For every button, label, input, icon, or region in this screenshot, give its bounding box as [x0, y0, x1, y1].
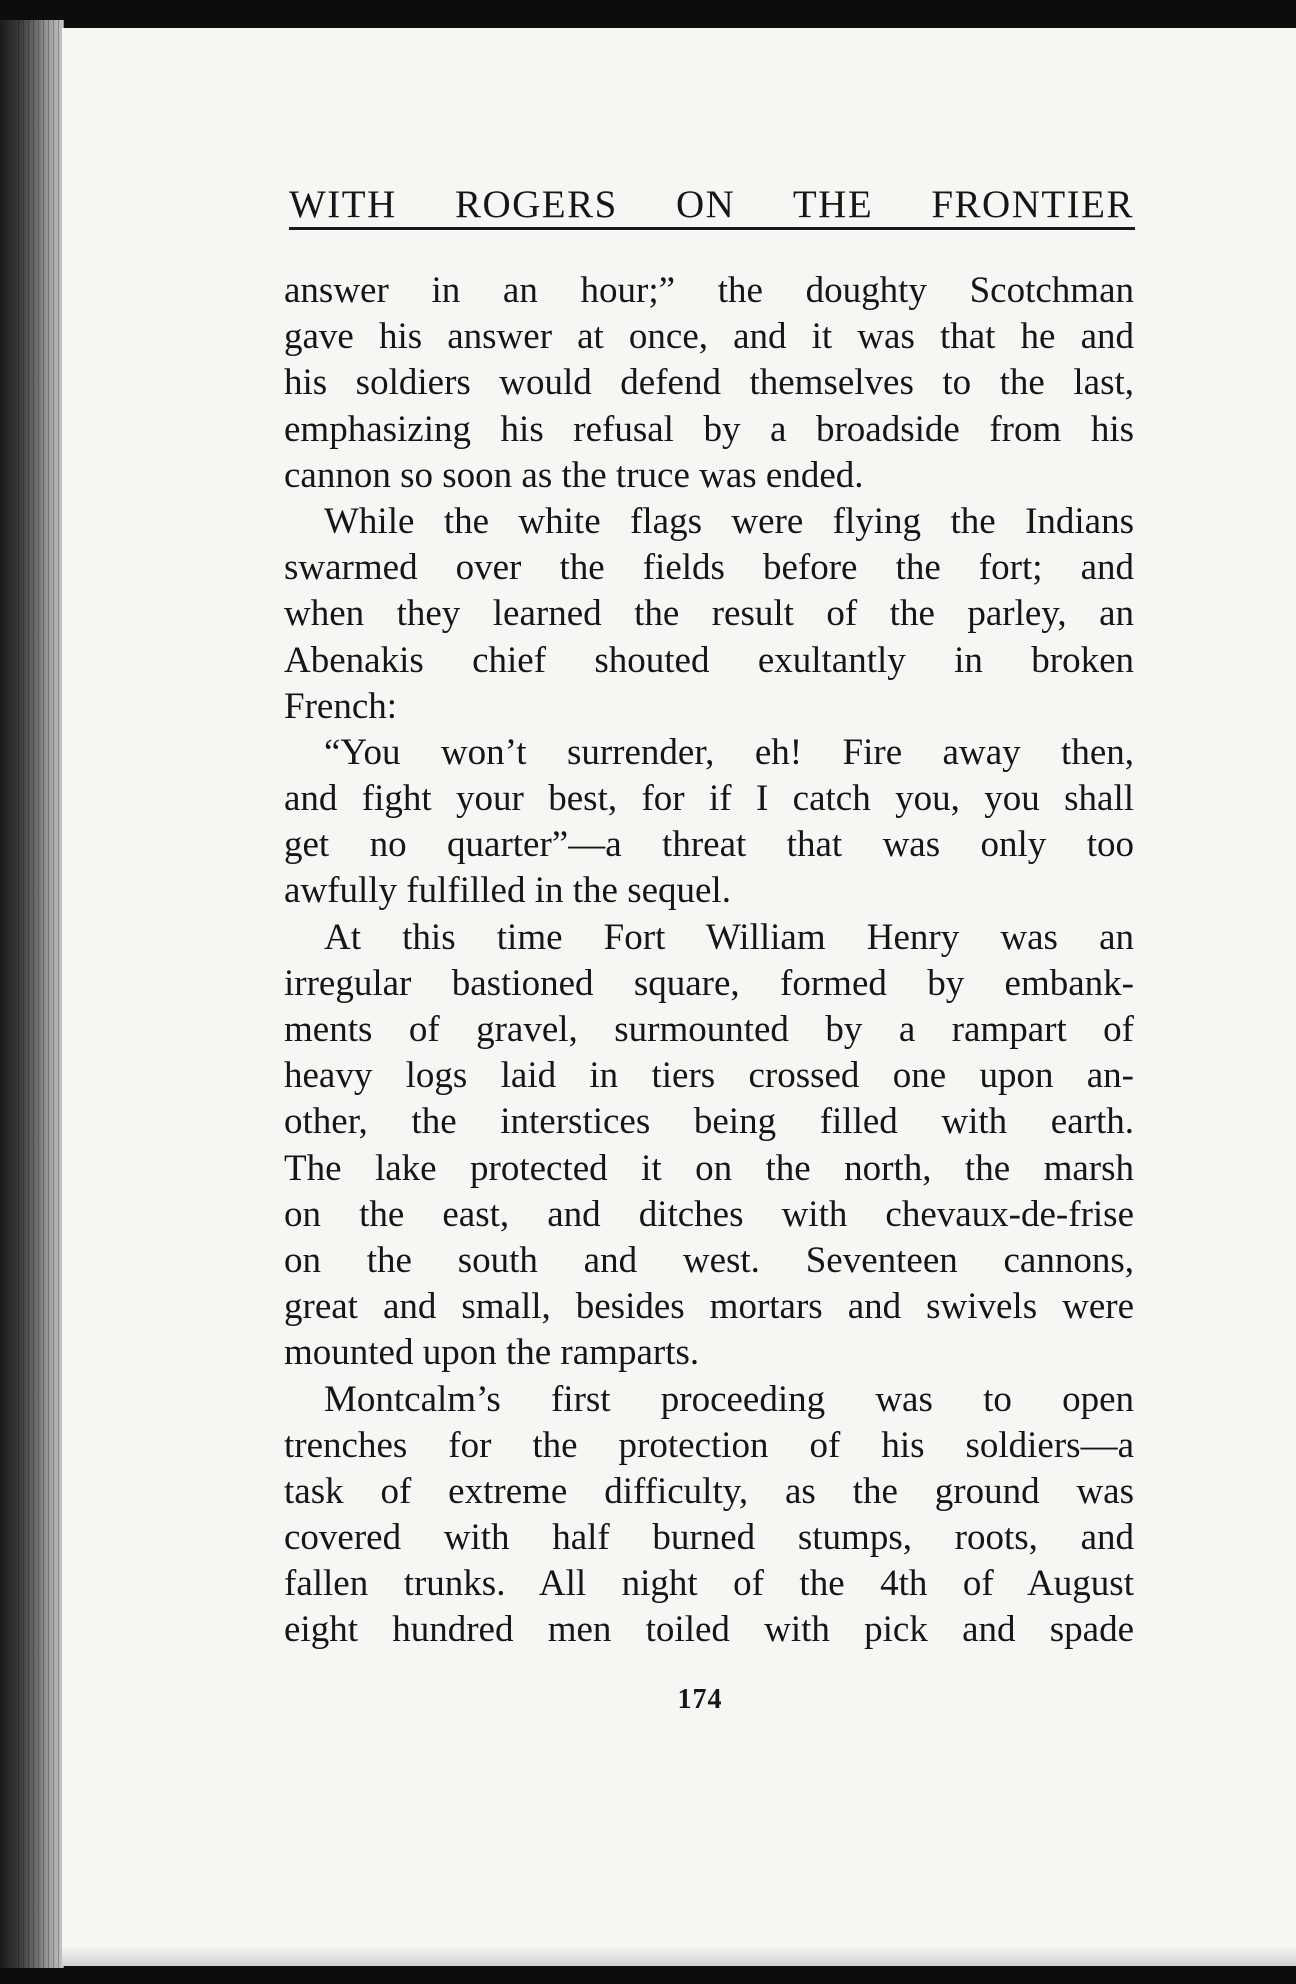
text-line: swarmed over the fields before the fort; and	[284, 547, 1134, 589]
text-line: covered with half burned stumps, roots, and	[284, 1517, 1134, 1559]
text-line: emphasizing his refusal by a broadside from his	[284, 408, 1134, 450]
text-line: “You won’t surrender, eh! Fire away then,	[324, 731, 1134, 773]
text-line: gave his answer at once, and it was that he and	[284, 316, 1134, 358]
text-line: other, the interstices being filled with earth.	[284, 1101, 1134, 1143]
text-line: and fight your best, for if I catch you, you shall	[284, 778, 1134, 820]
text-line: great and small, besides mortars and swivels were	[284, 1286, 1134, 1328]
page-edges	[18, 20, 64, 1968]
text-line: trenches for the protection of his soldiers—a	[284, 1424, 1134, 1466]
text-line: The lake protected it on the north, the marsh	[284, 1147, 1134, 1189]
text-line: Abenakis chief shouted exultantly in broken	[284, 639, 1134, 681]
text-line: Montcalm’s first proceeding was to open	[324, 1378, 1134, 1420]
text-line: heavy logs laid in tiers crossed one upon an-	[284, 1055, 1134, 1097]
text-line: answer in an hour;” the doughty Scotchman	[284, 270, 1134, 311]
text-line: task of extreme difficulty, as the ground was	[284, 1470, 1134, 1512]
text-line: cannon so soon as the truce was ended.	[284, 454, 864, 496]
text-line: ments of gravel, surmounted by a rampart of	[284, 1009, 1134, 1050]
text-line: on the south and west. Seventeen cannons,	[284, 1239, 1134, 1281]
text-line: While the white flags were flying the Indians	[324, 500, 1134, 542]
text-line: get no quarter”—a threat that was only too	[284, 824, 1134, 866]
text-line: irregular bastioned square, formed by embank-	[284, 962, 1134, 1004]
text-line: his soldiers would defend themselves to the last,	[284, 362, 1134, 404]
text-line: mounted upon the ramparts.	[284, 1332, 700, 1374]
running-head: WITH ROGERS ON THE FRONTIER	[289, 183, 1134, 226]
text-line: fallen trunks. All night of the 4th of August	[284, 1563, 1134, 1605]
page-number: 174	[677, 1684, 723, 1715]
text-line: eight hundred men toiled with pick and spade	[284, 1609, 1134, 1651]
text-line: awfully fulfilled in the sequel.	[284, 870, 731, 912]
text-line: when they learned the result of the parley, an	[284, 593, 1134, 635]
text-line: on the east, and ditches with chevaux-de-frise	[284, 1193, 1134, 1235]
header-rule	[289, 227, 1135, 230]
page-bottom-shadow	[62, 1946, 1296, 1966]
text-line: At this time Fort William Henry was an	[324, 916, 1134, 958]
text-line: French:	[284, 685, 398, 727]
body-text	[284, 268, 1134, 1654]
